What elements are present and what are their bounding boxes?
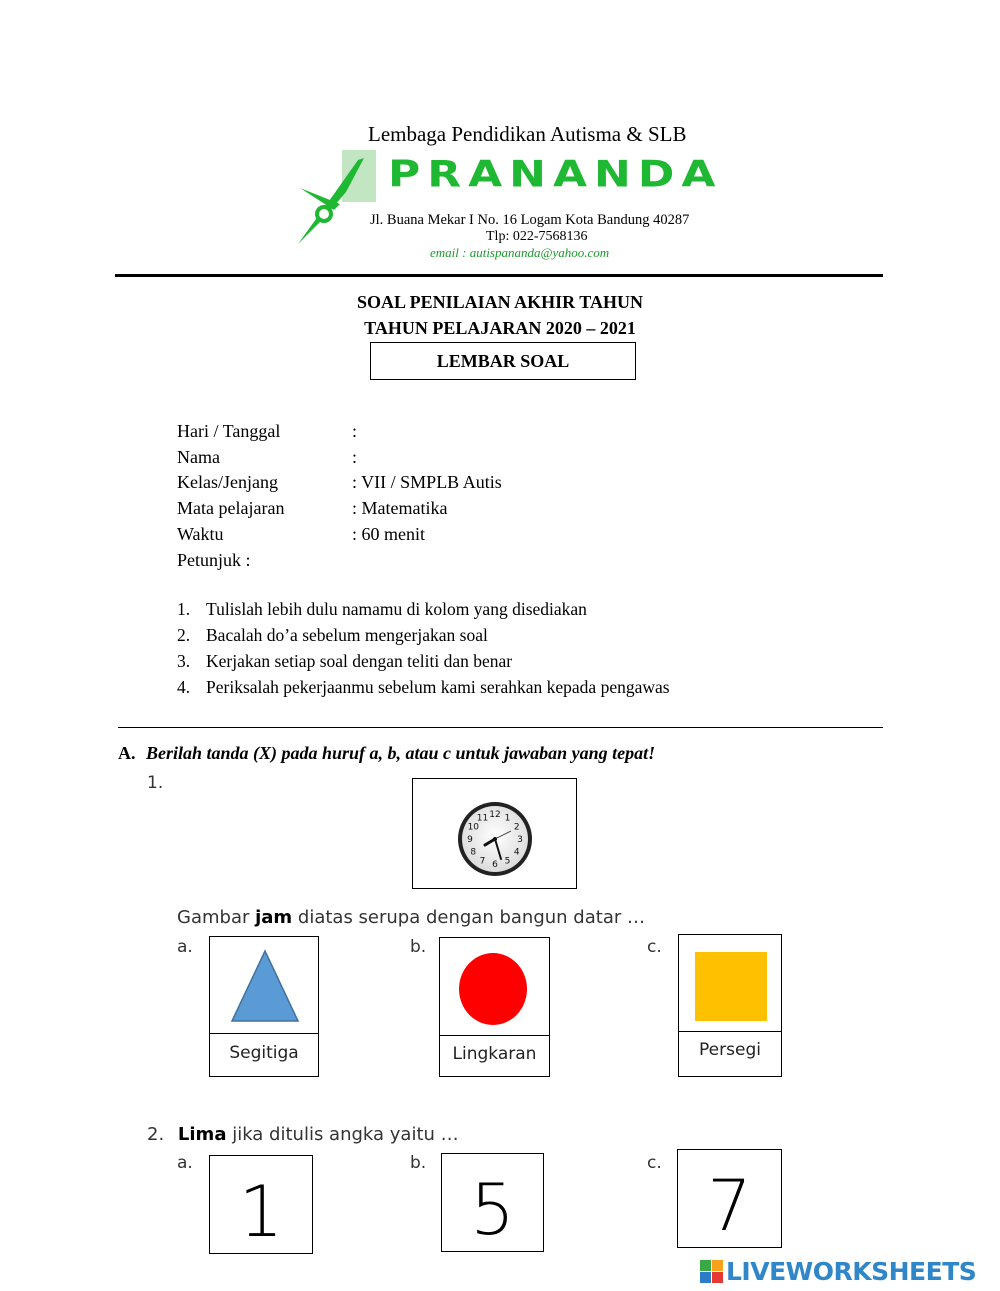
option-letter-c[interactable]: c. <box>647 937 662 957</box>
caption-divider <box>440 1035 549 1036</box>
liveworksheets-watermark[interactable] <box>700 1256 976 1286</box>
option-letter-b[interactable]: b. <box>410 1153 427 1173</box>
clock-numeral: 1 <box>504 813 511 824</box>
question-number: 1. <box>147 773 164 793</box>
instruction-number: 2. <box>177 625 191 645</box>
liveworksheets-badge-icon <box>700 1260 723 1283</box>
clock-numeral: 7 <box>479 856 486 867</box>
clock-numeral: 3 <box>517 835 523 845</box>
exam-year: TAHUN PELAJARAN 2020 – 2021 <box>364 318 636 338</box>
question-text <box>177 907 645 928</box>
info-label-date: Hari / Tanggal <box>177 421 281 441</box>
clock-numeral: 12 <box>489 810 501 820</box>
caption-divider <box>210 1033 318 1034</box>
school-email: email : autispananda@yahoo.com <box>430 245 610 260</box>
info-label-time: Waktu <box>177 524 224 544</box>
section-letter: A. <box>118 743 136 763</box>
question-text-part: diatas serupa dengan bangun datar … <box>292 907 645 928</box>
header-divider <box>115 274 883 277</box>
clock-numeral: 11 <box>476 813 489 824</box>
info-value-name[interactable]: : <box>352 447 358 467</box>
option-letter-c[interactable]: c. <box>647 1153 662 1173</box>
clock-numeral: 8 <box>470 847 477 858</box>
square-icon <box>695 952 767 1021</box>
instruction-text: Tulislah lebih dulu namamu di kolom yang disediakan <box>206 599 587 619</box>
option-b-card[interactable]: 5 <box>441 1153 544 1252</box>
triangle-icon <box>229 947 301 1025</box>
clock-image-frame <box>412 778 577 889</box>
org-name: Lembaga Pendidikan Autisma & SLB <box>368 122 687 146</box>
question-keyword: jam <box>255 907 293 928</box>
clock-numeral: 2 <box>513 822 520 833</box>
clock-icon <box>413 779 576 888</box>
section-divider <box>118 727 883 728</box>
option-a-caption: Segitiga <box>229 1043 299 1063</box>
lembar-soal-box: LEMBAR SOAL <box>370 342 636 380</box>
clock-numeral: 6 <box>492 860 498 870</box>
clock-numeral: 9 <box>467 835 473 845</box>
instruction-text: Bacalah do’a sebelum mengerjakan soal <box>206 625 488 645</box>
option-c-caption: Persegi <box>699 1040 761 1060</box>
option-letter-a[interactable]: a. <box>177 1153 193 1173</box>
option-letter-b[interactable]: b. <box>410 937 427 957</box>
clock-numeral: 10 <box>467 822 480 833</box>
instruction-number: 4. <box>177 677 191 697</box>
exam-title: SOAL PENILAIAN AKHIR TAHUN <box>357 292 643 312</box>
circle-icon <box>457 952 529 1026</box>
prananda-logo-icon <box>294 148 380 246</box>
info-label-class: Kelas/Jenjang <box>177 472 278 492</box>
question-keyword: Lima <box>177 1124 227 1145</box>
school-address: Jl. Buana Mekar I No. 16 Logam Kota Bandung 40287 <box>370 212 690 228</box>
info-label-instructions: Petunjuk : <box>177 550 251 570</box>
option-c-card[interactable] <box>678 934 782 1077</box>
section-instruction: Berilah tanda (X) pada huruf a, b, atau c untuk jawaban yang tepat! <box>146 743 656 763</box>
info-label-subject: Mata pelajaran <box>177 498 285 518</box>
option-letter-a[interactable]: a. <box>177 937 193 957</box>
clock-numeral: 5 <box>504 856 511 867</box>
liveworksheets-text: LIVEWORKSHEETS <box>726 1256 977 1286</box>
option-b-card[interactable] <box>439 937 550 1077</box>
question-2-text <box>147 1124 459 1145</box>
question-text-part: Gambar <box>177 907 256 928</box>
info-label-name: Nama <box>177 447 220 467</box>
caption-divider <box>679 1031 781 1032</box>
info-value-date[interactable]: : <box>352 421 358 441</box>
option-c-card[interactable]: 7 <box>677 1149 782 1248</box>
info-value-time: : 60 menit <box>352 524 425 544</box>
option-a-card[interactable]: 1 <box>209 1155 313 1254</box>
info-value-class: : VII / SMPLB Autis <box>352 472 502 492</box>
question-text-part: jika ditulis angka yaitu … <box>226 1124 459 1145</box>
instruction-text: Kerjakan setiap soal dengan teliti dan benar <box>206 651 513 671</box>
question-number: 2. <box>147 1124 165 1145</box>
clock-numeral: 4 <box>513 847 520 858</box>
info-value-subject: : Matematika <box>352 498 448 518</box>
section-a-heading <box>118 743 655 764</box>
option-a-card[interactable] <box>209 936 319 1077</box>
school-phone: Tlp: 022-7568136 <box>486 229 588 244</box>
instruction-text: Periksalah pekerjaanmu sebelum kami serahkan kepada pengawas <box>206 677 670 697</box>
option-b-caption: Lingkaran <box>452 1044 537 1064</box>
instruction-number: 1. <box>177 599 191 619</box>
brand-name: PRANANDA <box>388 153 723 196</box>
instruction-number: 3. <box>177 651 191 671</box>
